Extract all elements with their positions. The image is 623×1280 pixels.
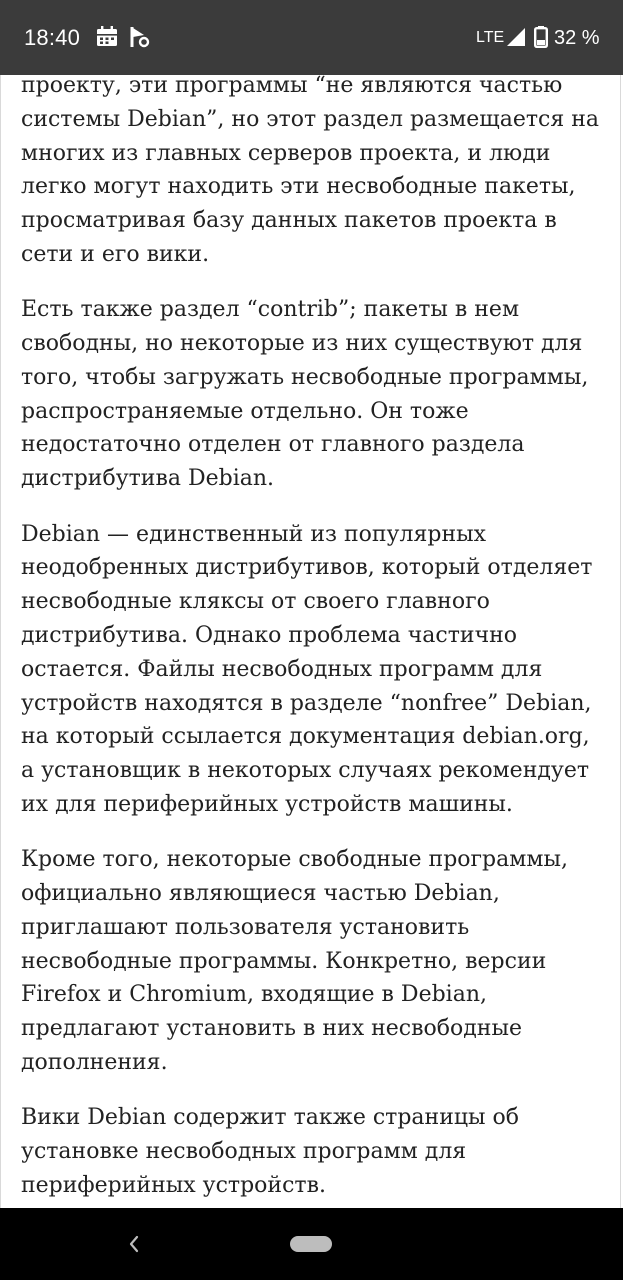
article-paragraph: проекту, эти программы “не являются частью системы Debian”, но этот раздел размещается на многих из главных серверов проекта, и люди легко могут находить эти несвободные пакеты, просматривая базу данных пакетов проекта в сети и его вики. <box>21 75 600 267</box>
status-bar <box>0 0 623 75</box>
signal-icon <box>506 27 526 52</box>
navigation-bar <box>0 1208 623 1280</box>
calendar-icon <box>95 25 119 54</box>
network-type: LTE <box>476 29 505 46</box>
flag-icon <box>128 25 152 54</box>
home-pill-icon[interactable] <box>290 1236 332 1252</box>
battery-percentage: 32 % <box>554 27 600 49</box>
back-icon[interactable] <box>124 1233 144 1259</box>
battery-icon <box>534 26 548 53</box>
article-viewport[interactable] <box>0 75 621 1208</box>
status-time: 18:40 <box>24 25 81 50</box>
article-paragraph: Есть также раздел “contrib”; пакеты в нем свободны, но некоторые из них существуют для того, чтобы загружать несвободные программы, распространяемые отдельно. Он тоже недостаточно отделен от главного раздела дистрибутива Debian. <box>21 297 589 492</box>
article-paragraph: Вики Debian содержит также страницы об установке несвободных программ для периферийных устройств. <box>21 1105 520 1198</box>
article-paragraph: Debian — единственный из популярных неодобренных дистрибутивов, который отделяет несвободные кляксы от своего главного дистрибутива. Однако проблема частично остается. Файлы несвободных программ для устройств находятся в разделе “nonfree” Debian, на который ссылается документация debian.org, а установщик в некоторых случаях рекомендует их для периферийных устройств машины. <box>21 521 593 817</box>
article-body <box>21 75 606 1208</box>
article-paragraph: Кроме того, некоторые свободные программы, официально являющиеся частью Debian, приглашают пользователя установить несвободные программы. Конкретно, версии Firefox и Chromium, входящие в Debian, предлагают установить в них несвободные дополнения. <box>21 847 568 1076</box>
